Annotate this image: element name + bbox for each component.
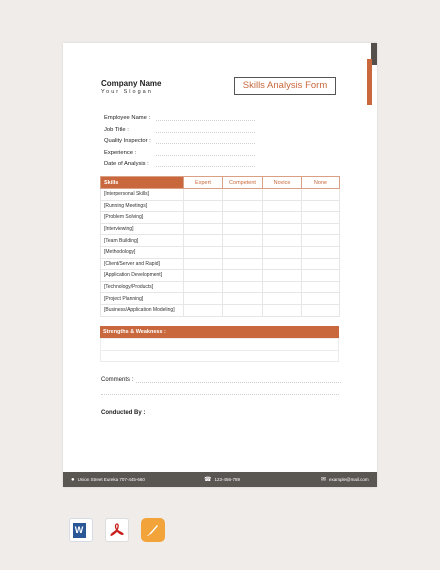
rating-cell-novice[interactable] <box>263 304 302 316</box>
table-row <box>101 281 340 293</box>
rating-cell-novice[interactable] <box>263 270 302 282</box>
rating-cell-novice[interactable] <box>263 246 302 258</box>
skill-name: [Technology/Products] <box>101 281 184 293</box>
skill-name: [Application Development] <box>101 270 184 282</box>
experience-row <box>104 144 255 155</box>
table-row <box>101 304 340 316</box>
rating-cell-expert[interactable] <box>184 246 223 258</box>
footer-bar <box>63 472 377 487</box>
table-row <box>101 293 340 305</box>
table-row <box>101 235 340 247</box>
company-name: Company Name <box>101 79 162 88</box>
rating-cell-competent[interactable] <box>223 246 263 258</box>
rating-cell-novice[interactable] <box>263 281 302 293</box>
skill-name: [Business/Application Modeling] <box>101 304 184 316</box>
company-slogan: Your Slogan <box>101 89 153 95</box>
rating-cell-competent[interactable] <box>223 293 263 305</box>
skill-name: [Interviewing] <box>101 223 184 235</box>
strengths-weakness-field[interactable] <box>100 338 339 362</box>
rating-cell-competent[interactable] <box>223 200 263 212</box>
rating-cell-expert[interactable] <box>184 212 223 224</box>
skills-table-header <box>101 177 340 189</box>
rating-cell-expert[interactable] <box>184 304 223 316</box>
rating-cell-expert[interactable] <box>184 270 223 282</box>
column-header-skills: Skills <box>101 177 184 189</box>
pages-glyph <box>145 522 161 538</box>
table-row <box>101 246 340 258</box>
location-pin-icon: ● <box>71 476 75 483</box>
rating-cell-expert[interactable] <box>184 235 223 247</box>
app-icons <box>69 518 165 542</box>
rating-cell-competent[interactable] <box>223 258 263 270</box>
document-page <box>63 43 377 487</box>
table-row <box>101 212 340 224</box>
form-title: Skills Analysis Form <box>234 77 336 95</box>
footer-email <box>321 472 369 487</box>
rating-cell-none[interactable] <box>302 304 340 316</box>
column-header-novice: Novice <box>263 177 302 189</box>
date-of-analysis-label: Date of Analysis : <box>104 160 149 167</box>
acrobat-icon[interactable] <box>105 518 129 542</box>
date-of-analysis-row <box>104 156 255 167</box>
word-icon[interactable] <box>69 518 93 542</box>
footer-phone-text: 123-456-789 <box>214 477 241 482</box>
column-header-none: None <box>302 177 340 189</box>
table-row <box>101 200 340 212</box>
rating-cell-novice[interactable] <box>263 189 302 201</box>
quality-inspector-row <box>104 133 255 144</box>
quality-inspector-label: Quality Inspector : <box>104 138 151 145</box>
strengths-weakness-header: Strengths & Weakness : <box>100 326 339 338</box>
rating-cell-expert[interactable] <box>184 258 223 270</box>
employee-name-row <box>104 110 255 121</box>
skill-name: [Project Planning] <box>101 293 184 305</box>
rating-cell-competent[interactable] <box>223 235 263 247</box>
rating-cell-none[interactable] <box>302 200 340 212</box>
experience-label: Experience : <box>104 149 137 156</box>
column-header-competent: Competent <box>223 177 263 189</box>
rating-cell-none[interactable] <box>302 258 340 270</box>
job-title-row <box>104 121 255 132</box>
job-title-field[interactable] <box>156 126 255 133</box>
table-row <box>101 258 340 270</box>
skill-name: [Team Building] <box>101 235 184 247</box>
word-letter: W <box>73 523 86 538</box>
phone-icon: ☎ <box>204 477 212 483</box>
skill-name: [Interpersonal Skills] <box>101 189 184 201</box>
skill-name: [Problem Solving] <box>101 212 184 224</box>
job-title-label: Job Title : <box>104 126 129 133</box>
comments-label: Comments : <box>101 377 134 383</box>
rating-cell-novice[interactable] <box>263 200 302 212</box>
comments-field[interactable] <box>136 376 341 383</box>
rating-cell-expert[interactable] <box>184 281 223 293</box>
skill-name: [Methodology] <box>101 246 184 258</box>
comments-row <box>101 376 341 383</box>
rating-cell-novice[interactable] <box>263 212 302 224</box>
email-icon: ✉ <box>321 477 327 483</box>
info-fields <box>104 110 255 167</box>
conducted-by-label: Conducted By : <box>101 410 146 416</box>
date-of-analysis-field[interactable] <box>156 160 255 167</box>
rating-cell-expert[interactable] <box>184 200 223 212</box>
rating-cell-none[interactable] <box>302 281 340 293</box>
rating-cell-none[interactable] <box>302 235 340 247</box>
column-header-expert: Expert <box>184 177 223 189</box>
experience-field[interactable] <box>156 149 255 156</box>
employee-name-label: Employee Name : <box>104 115 151 122</box>
rating-cell-novice[interactable] <box>263 293 302 305</box>
footer-address <box>71 472 145 487</box>
table-row <box>101 270 340 282</box>
corner-bar-orange <box>367 59 372 105</box>
rating-cell-none[interactable] <box>302 293 340 305</box>
footer-address-text: Union Street Eureka 707-445-660 <box>77 477 145 482</box>
rating-cell-novice[interactable] <box>263 258 302 270</box>
rating-cell-expert[interactable] <box>184 189 223 201</box>
rating-cell-novice[interactable] <box>263 223 302 235</box>
table-row <box>101 223 340 235</box>
rating-cell-competent[interactable] <box>223 212 263 224</box>
rating-cell-none[interactable] <box>302 189 340 201</box>
rating-cell-novice[interactable] <box>263 235 302 247</box>
skill-name: [Running Meetings] <box>101 200 184 212</box>
rating-cell-none[interactable] <box>302 246 340 258</box>
acrobat-glyph <box>109 522 125 538</box>
footer-email-text: example@mail.com <box>329 477 369 482</box>
rating-cell-expert[interactable] <box>184 223 223 235</box>
rating-cell-none[interactable] <box>302 212 340 224</box>
rating-cell-none[interactable] <box>302 270 340 282</box>
rating-cell-competent[interactable] <box>223 304 263 316</box>
footer-phone <box>204 472 240 487</box>
skills-table <box>100 176 340 317</box>
rating-cell-expert[interactable] <box>184 293 223 305</box>
pages-icon[interactable] <box>141 518 165 542</box>
employee-name-field[interactable] <box>156 114 255 121</box>
quality-inspector-field[interactable] <box>156 137 255 144</box>
comments-field-line-2[interactable] <box>101 394 339 395</box>
rating-cell-competent[interactable] <box>223 270 263 282</box>
rating-cell-competent[interactable] <box>223 281 263 293</box>
table-row <box>101 189 340 201</box>
rating-cell-none[interactable] <box>302 223 340 235</box>
rating-cell-competent[interactable] <box>223 189 263 201</box>
skill-name: [Client/Server and Rapid] <box>101 258 184 270</box>
rating-cell-competent[interactable] <box>223 223 263 235</box>
